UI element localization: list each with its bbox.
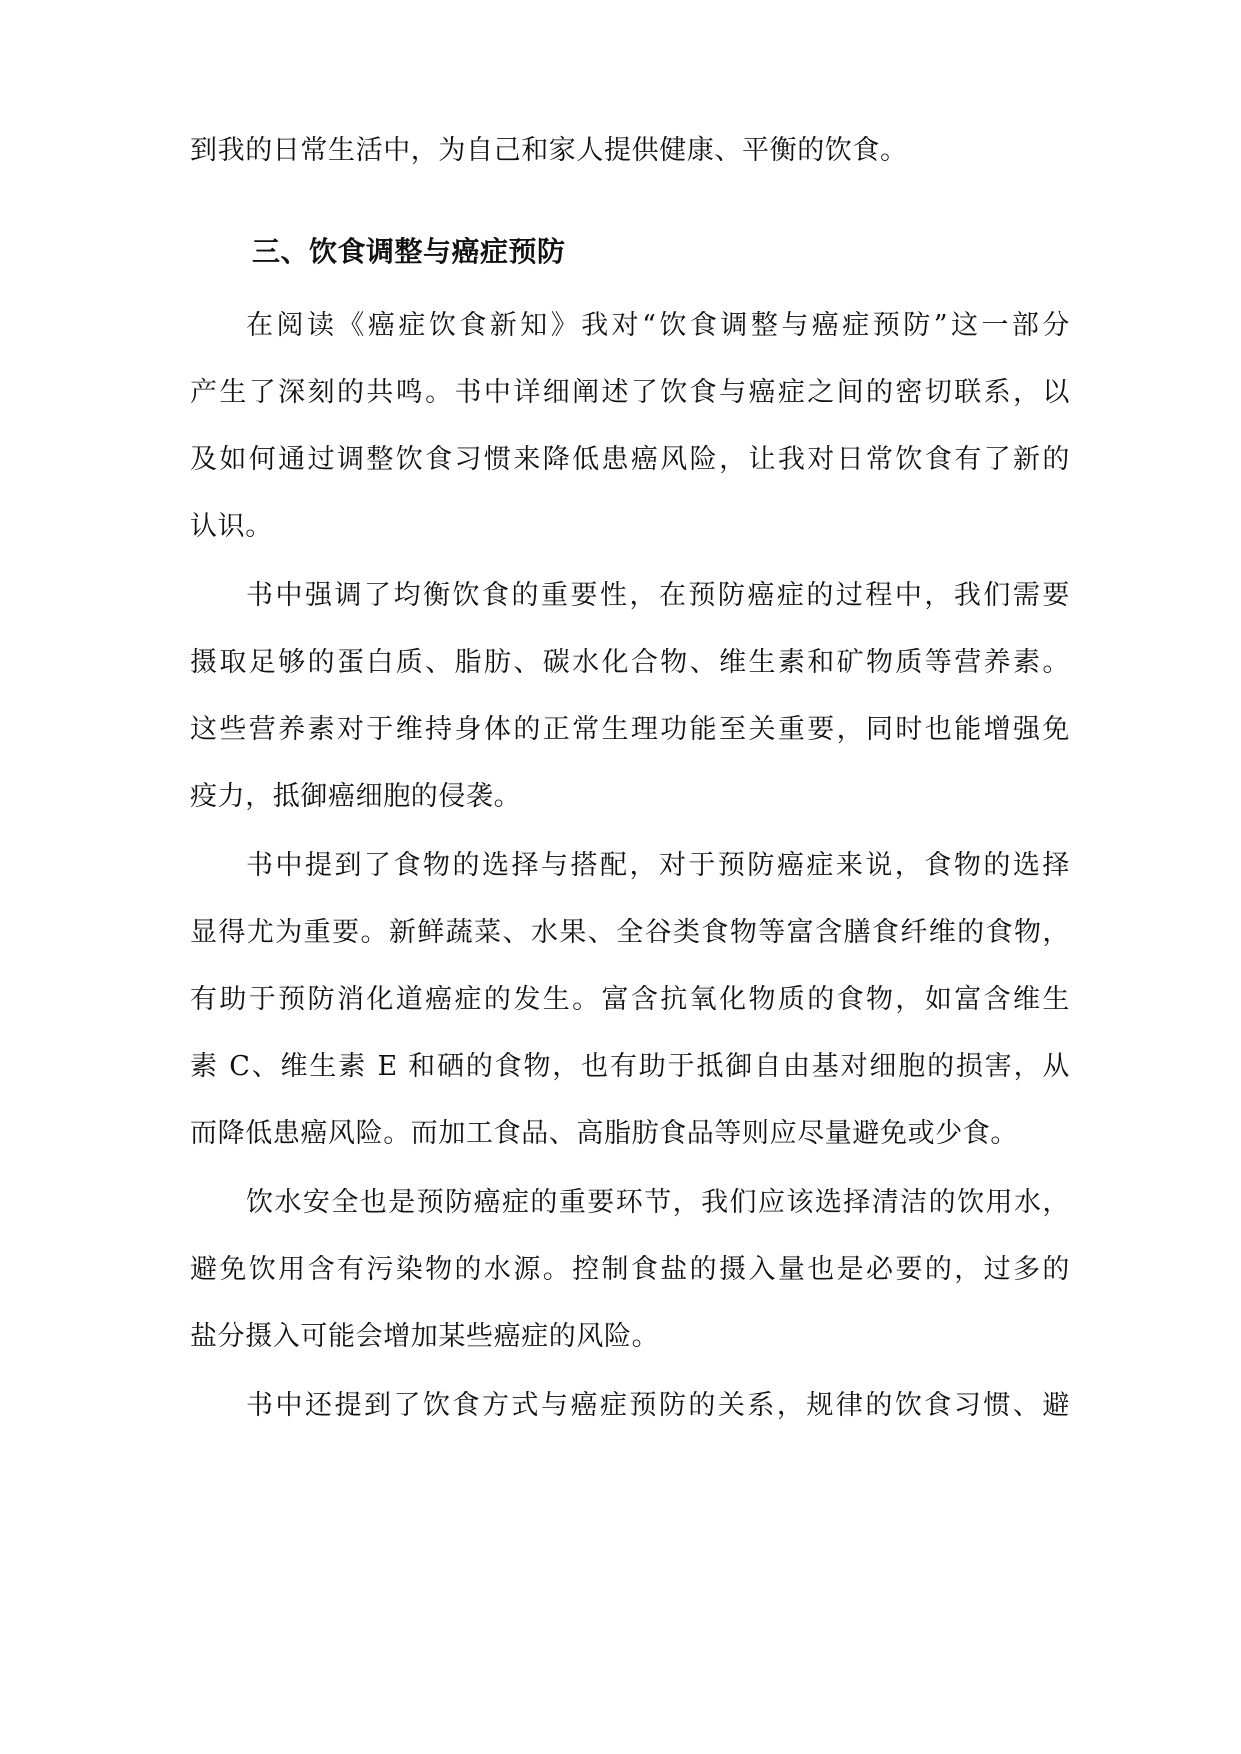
paragraph-4-line-2: 避免饮用含有污染物的水源。控制食盐的摄入量也是必要的，过多的 [190, 1254, 1070, 1285]
paragraph-2-line-3: 这些营养素对于维持身体的正常生理功能至关重要，同时也能增强免 [190, 714, 1070, 745]
section-heading: 三、饮食调整与癌症预防 [252, 235, 566, 268]
paragraph-4-line-3: 盐分摄入可能会增加某些癌症的风险。 [190, 1321, 660, 1352]
paragraph-3-line-2: 显得尤为重要。新鲜蔬菜、水果、全谷类食物等富含膳食纤维的食物， [190, 917, 1070, 948]
paragraph-2-line-2: 摄取足够的蛋白质、脂肪、碳水化合物、维生素和矿物质等营养素。 [190, 647, 1070, 678]
paragraph-1-line-2: 产生了深刻的共鸣。书中详细阐述了饮食与癌症之间的密切联系，以 [190, 377, 1070, 408]
paragraph-3-line-5: 而降低患癌风险。而加工食品、高脂肪食品等则应尽量避免或少食。 [190, 1118, 1018, 1149]
paragraph-2-line-1: 书中强调了均衡饮食的重要性，在预防癌症的过程中，我们需要 [246, 580, 1070, 611]
paragraph-4-line-1: 饮水安全也是预防癌症的重要环节，我们应该选择清洁的饮用水， [246, 1187, 1070, 1218]
paragraph-1-line-3: 及如何通过调整饮食习惯来降低患癌风险，让我对日常饮食有了新的 [190, 444, 1070, 475]
paragraph-3-line-3: 有助于预防消化道癌症的发生。富含抗氧化物质的食物，如富含维生 [190, 984, 1070, 1015]
carryover-line: 到我的日常生活中，为自己和家人提供健康、平衡的饮食。 [190, 135, 908, 166]
paragraph-5-line-1: 书中还提到了饮食方式与癌症预防的关系，规律的饮食习惯、避 [246, 1390, 1070, 1421]
paragraph-3-line-4: 素 C、维生素 E 和硒的食物，也有助于抵御自由基对细胞的损害，从 [190, 1051, 1070, 1082]
paragraph-1-line-1: 在阅读《癌症饮食新知》我对“饮食调整与癌症预防”这一部分 [246, 310, 1070, 341]
paragraph-1-line-4: 认识。 [190, 511, 273, 542]
paragraph-3-line-1: 书中提到了食物的选择与搭配，对于预防癌症来说，食物的选择 [246, 850, 1070, 881]
paragraph-2-line-4: 疫力，抵御癌细胞的侵袭。 [190, 781, 522, 812]
